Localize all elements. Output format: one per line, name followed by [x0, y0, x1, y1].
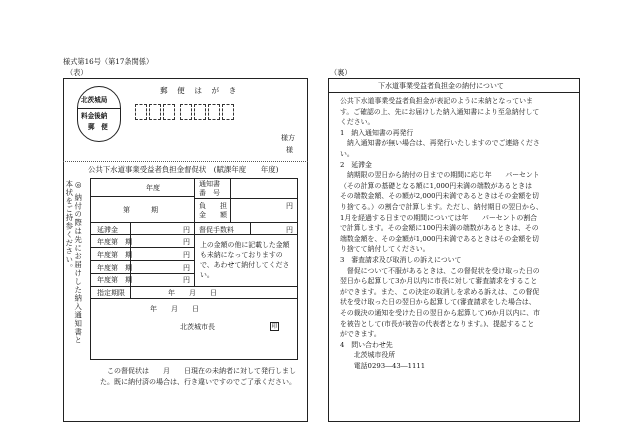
arrears-row-label: 年度第 期: [97, 238, 132, 246]
notice-label: 通知書: [199, 180, 220, 188]
cell-divider: [130, 286, 131, 298]
fold-line: [63, 161, 308, 162]
back-text-line: り捨てて納付してください。: [340, 245, 430, 254]
front-footer-note: この督促状は 月 日現在の未納者に対して発行しました。既に納付済の場合は、行き違いですのでご了承ください。: [100, 367, 296, 386]
seal-divider: [78, 108, 120, 109]
deadline-value: 年 月 日: [168, 289, 217, 297]
back-text-line: その裁決の通知を受けた日の翌日から起算して)6か月以内に、市: [340, 309, 541, 317]
arrears-row-label: 年度第 期: [97, 276, 132, 284]
postal-code-box: [222, 104, 234, 120]
back-text-line: 北茨城市役所: [340, 351, 396, 360]
seal-office: 北茨城局: [81, 96, 108, 104]
back-text-line: ができます。また、この決定の取消しを求める訴えは、この督促: [340, 287, 540, 296]
number-label: 番 号: [199, 189, 220, 197]
back-text-line: で計算します。その金額に100円未満の端数があるときは、その: [340, 224, 539, 233]
additional-amount-note: 上の金額の他に記載した金額も未納になっておりますので、あわせて納付してください。: [200, 241, 290, 279]
front-side-label: （表）: [66, 68, 88, 77]
row-line: [90, 222, 298, 223]
postal-code-box: [163, 104, 175, 120]
back-side-label: （裏）: [330, 68, 352, 77]
back-text-line: 1月を経過する日までの期間については年 パーセントの割合: [340, 213, 538, 222]
back-text-line: 4 問い合わせ先: [340, 340, 393, 349]
row-line: [90, 286, 298, 287]
yen-unit: 円: [183, 238, 190, 246]
row-line: [90, 298, 298, 299]
back-text-line: 電話0293―43―1111: [340, 362, 426, 370]
back-text-line: 状を受け取った日の翌日から起算して(審査請求をした場合は、: [340, 298, 536, 307]
back-text-line: 督促について不服があるときは、この督促状を受け取った日の: [340, 266, 540, 275]
back-text-line: 1 納入通知書の再発行: [340, 128, 414, 137]
cell-divider: [230, 178, 231, 222]
postcard-header: 郵 便 は が き: [160, 86, 238, 95]
postal-code-box: [149, 104, 161, 120]
back-text-line: 3 審査請求及び取消しの訴えについて: [340, 256, 462, 264]
back-text-line: 2 延滞金: [340, 160, 372, 169]
postal-code-box: [208, 104, 220, 120]
postal-code-box: [180, 104, 192, 120]
back-text-line: 翌日から起算して3か月以内に市長に対して審査請求をすること: [340, 277, 538, 286]
back-text-line: ください。: [340, 118, 375, 127]
back-text-line: 公共下水道事業受益者負担金が表記のように未納となっていま: [340, 97, 533, 105]
row-line: [90, 196, 194, 197]
notice-title: 公共下水道事業受益者負担金督促状 (賦課年度 年度): [88, 165, 279, 174]
side-note: ◎ 納付の際は先にお届けした納入通知書と本状をご持参ください。: [64, 180, 83, 345]
issue-date: 年 月 日: [150, 305, 199, 313]
table-divider: [194, 178, 195, 286]
official-seal-mark: 印: [271, 323, 278, 330]
back-title: 下水道事業受益者負担金の納付について: [378, 82, 504, 90]
row-line: [90, 247, 194, 248]
back-text-line: （その計算の基礎となる額に1,000円未満の端数があるときは: [340, 181, 532, 190]
back-text-line: その端数金額、その額が2,000円未満であるときはその金額を切: [340, 192, 539, 201]
arrears-row-label: 年度第 期: [97, 264, 132, 272]
amount-label: 金 額: [199, 211, 227, 219]
charge-label: 負 担: [199, 202, 227, 210]
seal-mail: 郵 便: [88, 123, 108, 131]
cell-divider: [250, 222, 251, 234]
postal-code-box: [135, 104, 147, 120]
postal-code-box: [194, 104, 206, 120]
late-fee-label: 延滞金: [97, 226, 118, 234]
arrears-row-label: 年度第 期: [97, 251, 132, 259]
fiscal-year-label: 年度: [146, 184, 160, 192]
yen-unit: 円: [286, 226, 293, 234]
back-text-line: り捨てる。）の割合で計算します。ただし、納付期日の翌日から、: [340, 203, 543, 211]
back-title-underline: [328, 92, 580, 93]
row-line: [90, 234, 298, 235]
yen-unit: 円: [183, 251, 190, 259]
back-text-line: い。: [340, 150, 354, 158]
seal-postage-paid: 料金後納: [81, 112, 108, 120]
back-text-line: 納期限の翌日から納付の日までの期間に応じ年 パーセント: [340, 171, 540, 180]
yen-unit: 円: [286, 202, 293, 210]
installment-label: 第 期: [123, 206, 158, 214]
mayor-name: 北茨城市長: [180, 323, 215, 331]
yen-unit: 円: [183, 276, 190, 284]
deadline-label: 指定期限: [97, 289, 125, 297]
back-text-line: 端数金額を、その金額が1,000円未満であるときはその金額を切: [340, 234, 539, 243]
addressee-suffix-care-of: 様方: [281, 134, 295, 142]
reminder-fee-label: 督促手数料: [199, 226, 234, 234]
row-line: [90, 260, 194, 261]
back-text-line: ができます。: [340, 330, 381, 339]
back-text-line: 納入通知書が無い場合は、再発行いたしますのでご連絡くださ: [340, 139, 540, 148]
yen-unit: 円: [183, 226, 190, 234]
row-line: [194, 198, 298, 199]
back-text-line: を被告として(市長が被告の代表者となります。)、提起すること: [340, 319, 535, 328]
back-text-line: す。ご確認の上、先にお届けした納入通知書により至急納付して: [340, 107, 540, 116]
form-number-label: 様式第16号（第17条関係）: [63, 57, 154, 66]
yen-unit: 円: [183, 264, 190, 272]
addressee-suffix: 様: [286, 146, 293, 154]
row-line: [90, 273, 194, 274]
